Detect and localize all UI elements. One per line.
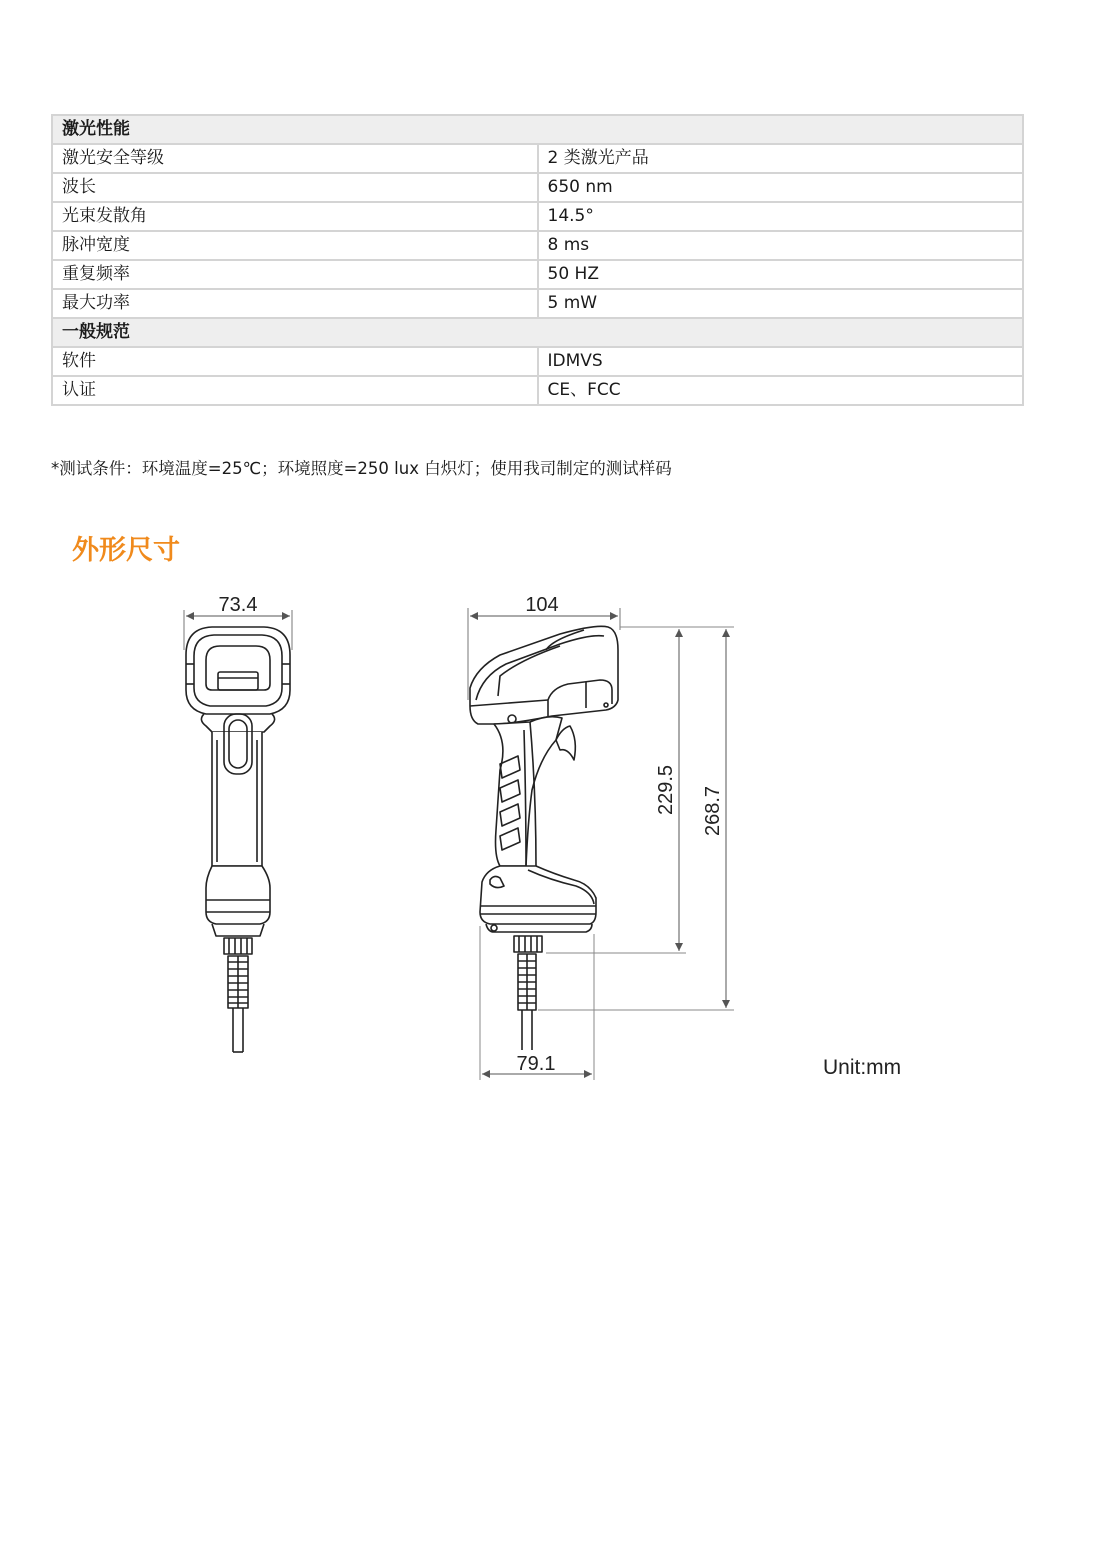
row-label: 波长 [52,173,538,202]
scanner-front-view [186,627,290,1052]
row-label: 认证 [52,376,538,405]
dimensions-title: 外形尺寸 [72,535,180,566]
row-value: 8 ms [538,231,1024,260]
scanner-side-view [470,626,618,1050]
row-label: 重复频率 [52,260,538,289]
total-height-label: 268.7 [702,785,724,837]
section-title: 激光性能 [52,115,1023,144]
row-label: 光束发散角 [52,202,538,231]
row-label: 脉冲宽度 [52,231,538,260]
unit-label: Unit:mm [823,1056,902,1079]
row-label: 激光安全等级 [52,144,538,173]
row-value: IDMVS [538,347,1024,376]
row-label: 软件 [52,347,538,376]
row-value: 50 HZ [538,260,1024,289]
row-value: 5 mW [538,289,1024,318]
row-value: 14.5° [538,202,1024,231]
head-height-label: 229.5 [655,764,677,816]
row-value: 2 类激光产品 [538,144,1024,173]
row-value: CE、FCC [538,376,1024,405]
base-width-label: 79.1 [516,1053,556,1075]
side-length-label: 104 [525,594,559,616]
section-title: 一般规范 [52,318,1023,347]
row-value: 650 nm [538,173,1024,202]
front-width-label: 73.4 [218,594,258,616]
row-label: 最大功率 [52,289,538,318]
test-conditions-note: *测试条件：环境温度=25℃；环境照度=250 lux 白炽灯；使用我司制定的测试样码 [51,459,672,478]
